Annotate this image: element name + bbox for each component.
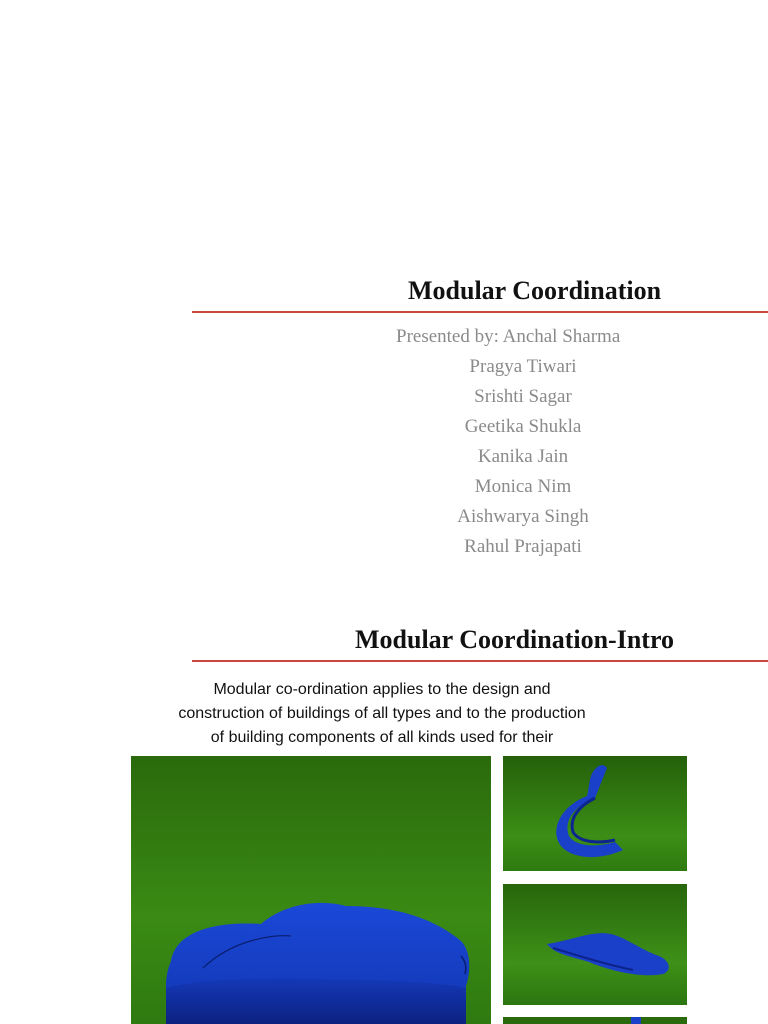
slide-2-title: Modular Coordination-Intro [355, 625, 675, 654]
presenter-name: Rahul Prajapati [464, 536, 582, 557]
intro-line: construction of buildings of all types and to the production [178, 705, 586, 722]
intro-line: of building components of all kinds used for their [210, 729, 554, 746]
presenter-name: Pragya Tiwari [469, 356, 577, 377]
intro-line: Modular co-ordination applies to the design and [213, 681, 551, 698]
presenter-name: Geetika Shukla [464, 416, 582, 437]
furniture-image [503, 1017, 687, 1024]
lounger-image [503, 884, 687, 1005]
title-divider [192, 311, 768, 313]
curved-chair-image [503, 756, 687, 871]
presenter-name: Monica Nim [474, 476, 572, 497]
presenter-list [396, 322, 650, 562]
presenter-name: Aishwarya Singh [457, 506, 589, 527]
presenter-name: Kanika Jain [477, 446, 569, 467]
intro-paragraph [150, 678, 614, 750]
presenter-name: Presented by: Anchal Sharma [396, 326, 621, 347]
title-divider [192, 660, 768, 662]
presenter-name: Srishti Sagar [474, 386, 572, 407]
modular-sofa-image [131, 756, 491, 1024]
slide-1-title: Modular Coordination [408, 276, 662, 305]
